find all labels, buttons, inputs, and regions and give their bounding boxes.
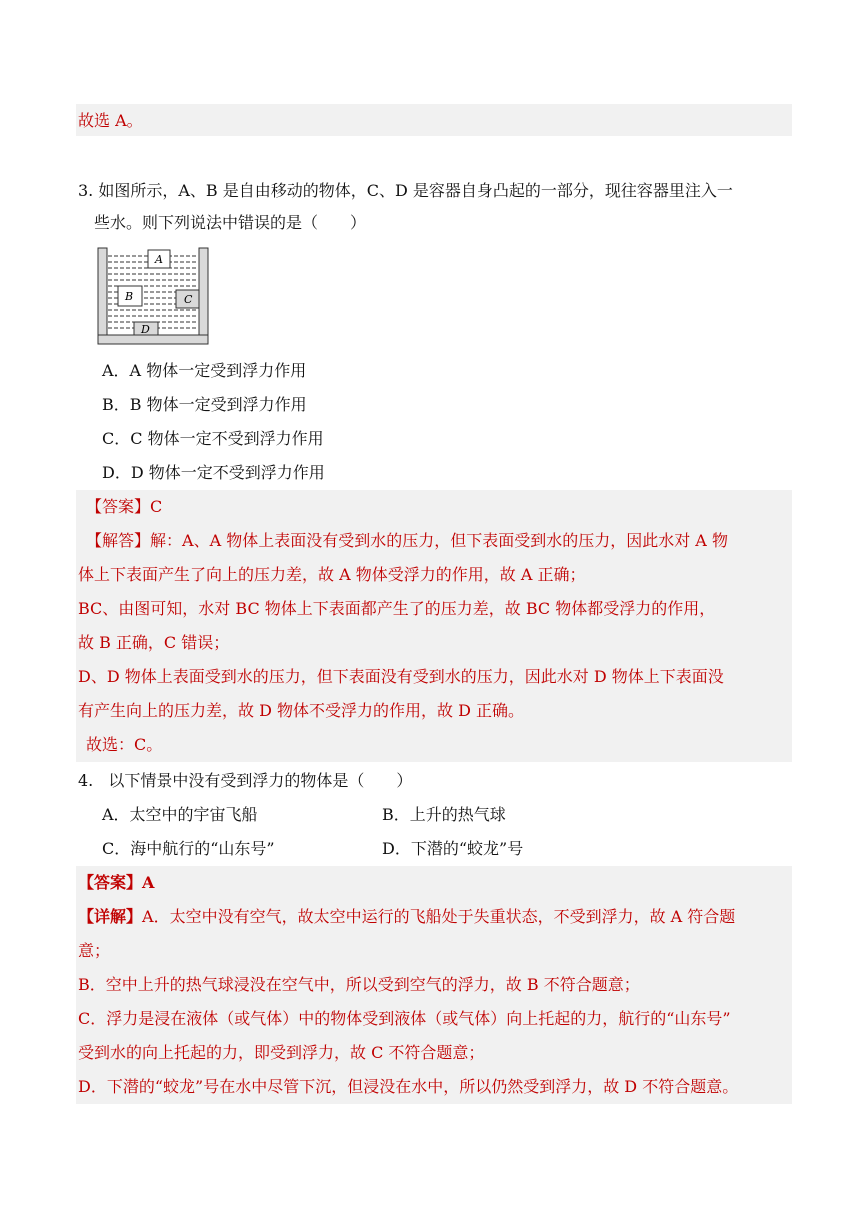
- container-wall-right: [199, 248, 208, 344]
- q4-option-a: A．太空中的宇宙飞船: [102, 805, 258, 824]
- q3-answer-tag: 【答案】: [86, 497, 151, 516]
- q4-stem: [78, 770, 412, 792]
- prev-conclusion: 故选 A。: [78, 111, 143, 130]
- q4-detail-line-3: B．空中上升的热气球浸没在空气中，所以受到空气的浮力，故 B 不符合题意；: [78, 975, 640, 994]
- q4-detail-line-5: 受到水的向上托起的力，即受到浮力，故 C 不符合题意；: [78, 1043, 485, 1062]
- q4-answer: [78, 872, 154, 894]
- q3-analysis-text-1: 解：A、A 物体上表面没有受到水的压力，但下表面受到水的压力，因此水对 A 物: [150, 531, 728, 550]
- q3-option-c: C．C 物体一定不受到浮力作用: [102, 429, 324, 448]
- label-c: C: [184, 293, 193, 306]
- q4-detail-text-1: A．太空中没有空气，故太空中运行的飞船处于失重状态，不受到浮力，故 A 符合题: [142, 907, 736, 926]
- q4-answer-value: A: [142, 873, 155, 892]
- q3-analysis-line-3: BC、由图可知，水对 BC 物体上下表面都产生了的压力差，故 BC 物体都受浮力的作用，: [78, 599, 716, 618]
- q4-detail-line-2: 意；: [78, 941, 111, 960]
- q3-analysis-line-5: D、D 物体上表面受到水的压力，但下表面没有受到水的压力，因此水对 D 物体上下表面没: [78, 667, 724, 686]
- label-a: A: [155, 253, 163, 266]
- q4-number: 4.: [78, 771, 94, 790]
- q3-analysis-line-7: 故选：C。: [86, 735, 163, 754]
- q4-option-c: C．海中航行的“山东号”: [102, 839, 275, 858]
- q3-analysis-tag: 【解答】: [86, 531, 151, 550]
- q4-answer-tag: 【答案】: [78, 873, 143, 892]
- container-wall-left: [98, 248, 107, 344]
- container-figure: [96, 244, 210, 348]
- q3-answer: [86, 496, 162, 518]
- q3-analysis-line-1: [86, 530, 728, 552]
- q3-stem-line2: 些水。则下列说法中错误的是（ ）: [94, 213, 367, 232]
- q4-option-d: D．下潜的“蛟龙”号: [382, 839, 524, 858]
- q4-stem-text: 以下情景中没有受到浮力的物体是（ ）: [108, 771, 413, 790]
- label-b: B: [125, 290, 134, 303]
- q3-number: 3.: [78, 181, 94, 200]
- container-bottom: [98, 335, 208, 344]
- q3-option-d: D．D 物体一定不受到浮力作用: [102, 463, 325, 482]
- label-d: D: [141, 323, 150, 336]
- q3-analysis-line-2: 体上下表面产生了向上的压力差，故 A 物体受浮力的作用，故 A 正确；: [78, 565, 586, 584]
- q3-answer-value: C: [150, 497, 163, 516]
- q4-detail-line-1: [78, 906, 735, 928]
- answer-block-prev: [76, 104, 792, 136]
- q3-stem-text1: 如图所示，A、B 是自由移动的物体，C、D 是容器自身凸起的一部分，现往容器里注入一: [98, 181, 733, 200]
- q3-analysis-line-6: 有产生向上的压力差，故 D 物体不受浮力的作用，故 D 正确。: [78, 701, 525, 720]
- q3-option-a: A．A 物体一定受到浮力作用: [102, 361, 307, 380]
- q3-stem-line1: [78, 180, 733, 202]
- q3-option-b: B．B 物体一定受到浮力作用: [102, 395, 307, 414]
- q4-option-b: B．上升的热气球: [382, 805, 506, 824]
- q4-detail-tag: 【详解】: [78, 907, 143, 926]
- q4-detail-line-4: C．浮力是浸在液体（或气体）中的物体受到液体（或气体）向上托起的力，航行的“山东号”: [78, 1009, 731, 1028]
- q4-detail-line-6: D．下潜的“蛟龙”号在水中尽管下沉，但浸没在水中，所以仍然受到浮力，故 D 不符合题意。: [78, 1077, 739, 1096]
- q3-analysis-line-4: 故 B 正确，C 错误；: [78, 633, 230, 652]
